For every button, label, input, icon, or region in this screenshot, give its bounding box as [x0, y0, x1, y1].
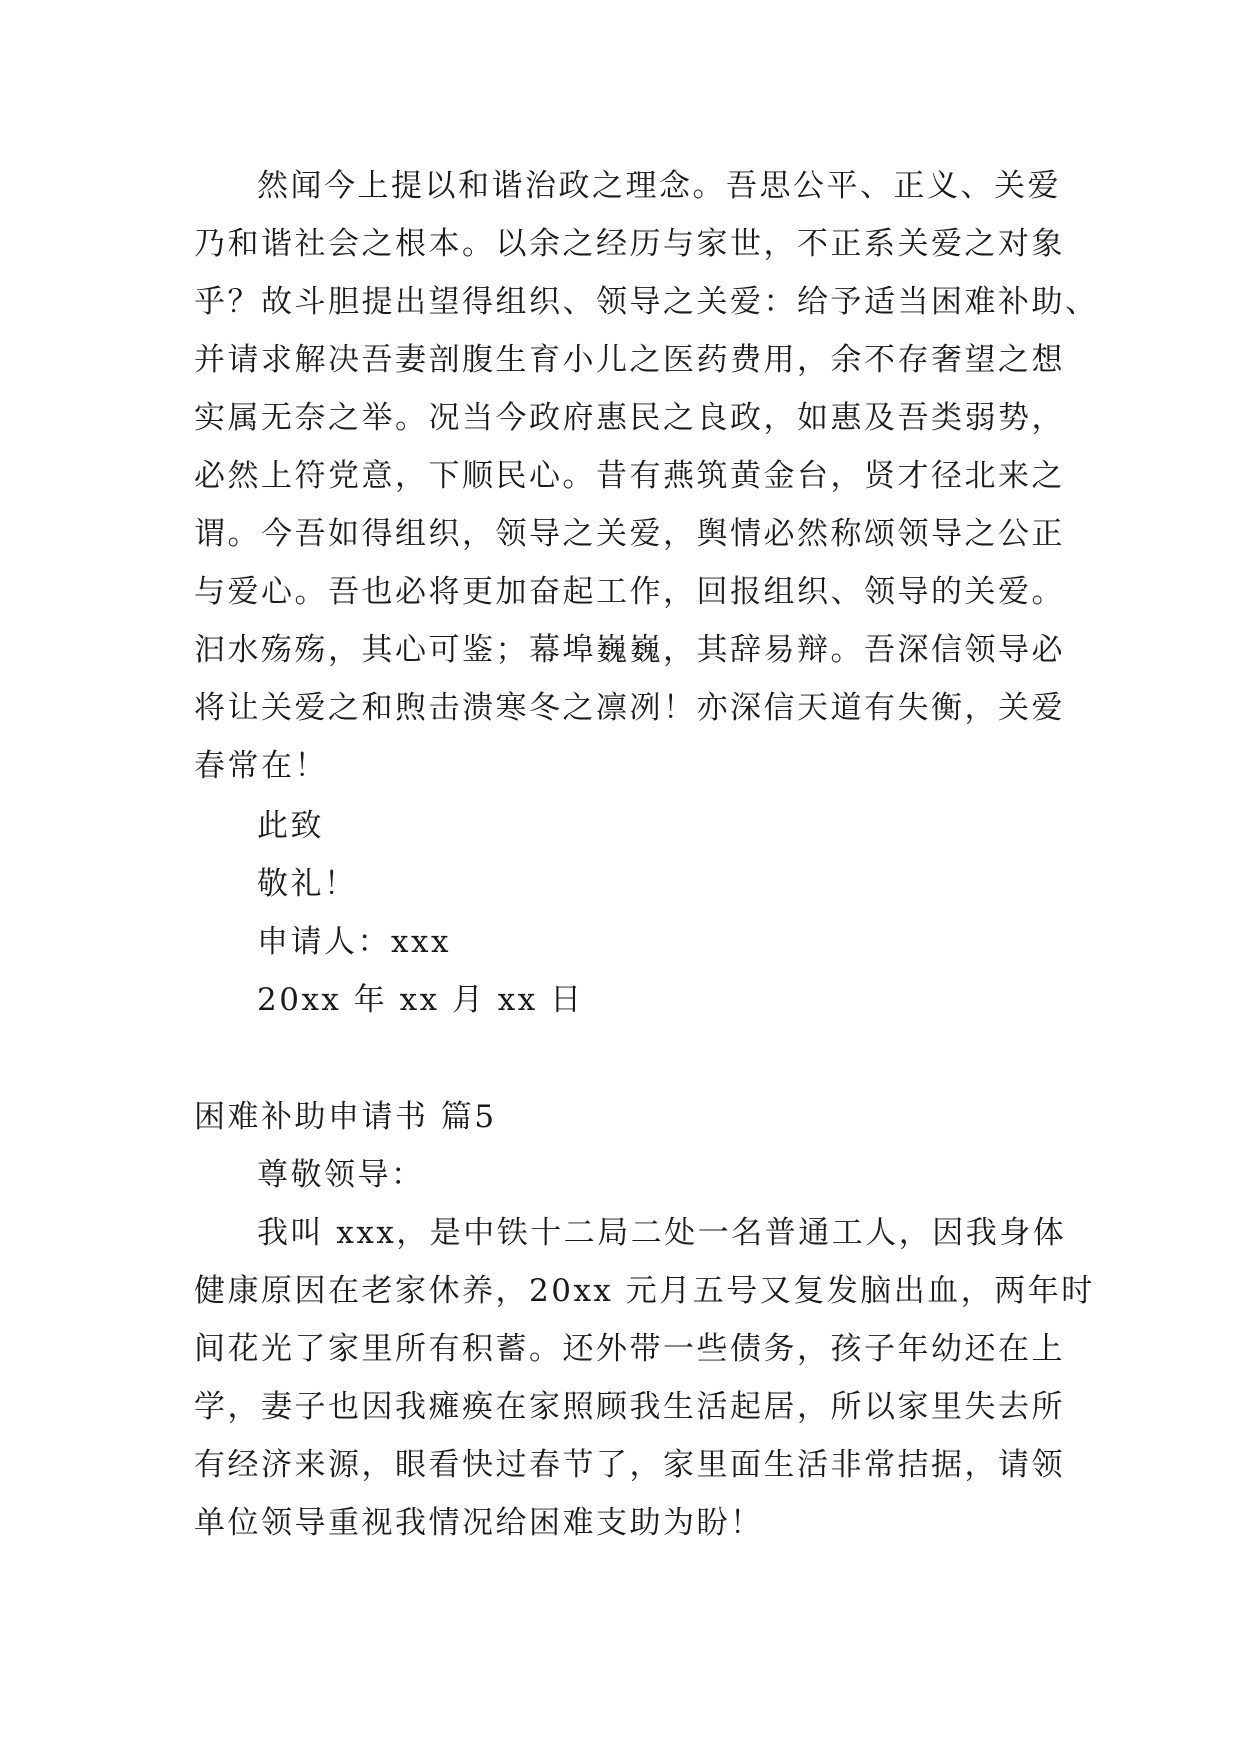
- paragraph-line: 间花光了家里所有积蓄。还外带一些债务，孩子年幼还在上: [194, 1331, 1065, 1367]
- paragraph-line: 实属无奈之举。况当今政府惠民之良政，如惠及吾类弱势，: [194, 400, 1065, 436]
- paragraph-line: 乃和谐社会之根本。以余之经历与家世，不正系关爱之对象: [194, 226, 1065, 262]
- paragraph-line: 汩水殇殇，其心可鉴；幕埠巍巍，其辞易辩。吾深信领导必: [194, 632, 1065, 668]
- paragraph-line: 谓。今吾如得组织，领导之关爱，舆情必然称颂领导之公正: [194, 516, 1065, 552]
- paragraph-line: 然闻今上提以和谐治政之理念。吾思公平、正义、关爱: [257, 168, 1061, 204]
- paragraph-line: 将让关爱之和煦击溃寒冬之凛冽！亦深信天道有失衡，关爱: [194, 690, 1065, 726]
- section-title: 困难补助申请书 篇5: [194, 1099, 497, 1135]
- paragraph-line: 有经济来源，眼看快过春节了，家里面生活非常拮据，请领: [194, 1447, 1065, 1483]
- paragraph-line: 单位领导重视我情况给困难支助为盼！: [194, 1505, 764, 1541]
- paragraph-line: 乎？故斗胆提出望得组织、领导之关爱：给予适当困难补助、: [194, 284, 1099, 320]
- salute-text: 敬礼！: [257, 866, 358, 902]
- paragraph-line: 健康原因在老家休养，20xx 元月五号又复发脑出血，两年时: [194, 1273, 1095, 1309]
- paragraph-line: 并请求解决吾妻剖腹生育小儿之医药费用，余不存奢望之想: [194, 342, 1065, 378]
- greeting-text: 尊敬领导：: [257, 1157, 425, 1193]
- paragraph-line: 学，妻子也因我瘫痪在家照顾我生活起居，所以家里失去所: [194, 1389, 1065, 1425]
- closing-text: 此致: [257, 808, 324, 844]
- date-line: 20xx 年 xx 月 xx 日: [257, 982, 584, 1018]
- paragraph-line: 我叫 xxx，是中铁十二局二处一名普通工人，因我身体: [257, 1215, 1067, 1251]
- applicant-line: 申请人：xxx: [257, 924, 451, 960]
- paragraph-line: 必然上符党意，下顺民心。昔有燕筑黄金台，贤才径北来之: [194, 458, 1065, 494]
- paragraph-line: 与爱心。吾也必将更加奋起工作，回报组织、领导的关爱。: [194, 574, 1065, 610]
- paragraph-line: 春常在！: [194, 748, 328, 784]
